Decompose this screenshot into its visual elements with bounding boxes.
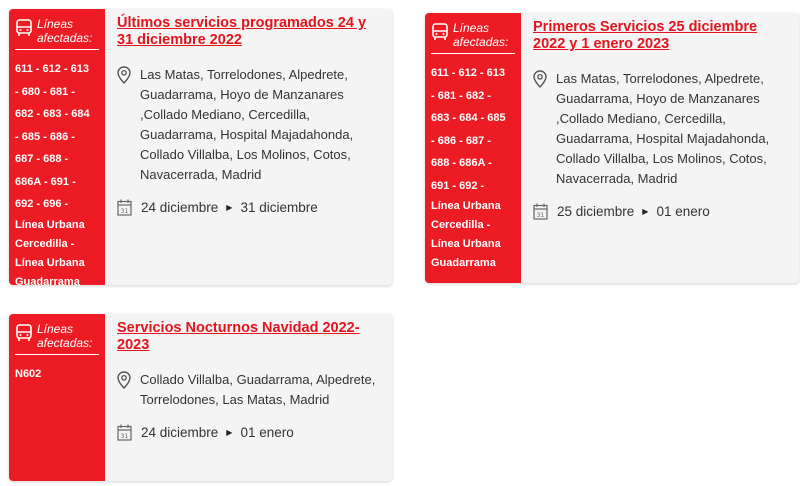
places-text: Las Matas, Torrelodones, Alpedrete, Guadarrama, Hoyo de Manzanares ,Collado Mediano, Cercedilla, Guadarrama, Hospital Majadahonda, Collado Villalba, Los Molinos, Cotos, Navacerrada, Madrid — [556, 71, 770, 186]
line-entry: 611 - 612 - 613 — [431, 67, 506, 79]
line-entry: 683 - 684 - 685 — [431, 112, 506, 124]
places-text: Collado Villalba, Guadarrama, Alpedrete, Torrelodones, Las Matas, Madrid — [140, 372, 376, 407]
line-entry: Línea Urbana — [15, 256, 85, 269]
line-entry: Línea Urbana — [15, 218, 85, 231]
line-entry: Línea Urbana — [431, 200, 501, 212]
affected-lines-header — [15, 322, 99, 355]
service-content — [117, 9, 382, 216]
service-card-3 — [9, 314, 392, 481]
date-end: 01 enero — [240, 425, 294, 440]
date-end: 01 enero — [656, 204, 710, 219]
line-entry: - 685 - 686 - — [15, 130, 75, 143]
line-entry: N602 — [15, 368, 42, 380]
date-start: 24 diciembre — [141, 200, 219, 215]
calendar-day: 31 — [536, 211, 545, 219]
service-title-link[interactable]: Servicios Nocturnos Navidad 2022-2023 — [117, 320, 360, 353]
date-end: 31 diciembre — [240, 200, 318, 215]
line-entry: 686A - 691 - — [15, 175, 76, 188]
affected-lines-list — [15, 363, 105, 386]
affected-lines-panel — [425, 13, 521, 283]
line-entry: Cercedilla - — [15, 237, 75, 250]
line-entry: Cercedilla - — [431, 219, 491, 231]
service-content — [117, 314, 382, 441]
location-pin-icon — [533, 70, 547, 88]
calendar-icon — [533, 203, 548, 220]
date-start: 24 diciembre — [141, 425, 219, 440]
line-entry: Guadarrama — [15, 275, 80, 285]
calendar-icon — [117, 424, 132, 441]
service-title-link[interactable]: Primeros Servicios 25 diciembre 2022 y 1 enero 2023 — [533, 19, 758, 52]
service-places — [533, 69, 789, 189]
line-entry: Línea Urbana — [431, 238, 501, 250]
calendar-icon — [117, 199, 132, 216]
service-dates — [117, 424, 382, 441]
location-pin-icon — [117, 66, 131, 84]
places-text: Las Matas, Torrelodones, Alpedrete, Guadarrama, Hoyo de Manzanares ,Collado Mediano, Cercedilla, Guadarrama, Hospital Majadahonda, Collado Villalba, Los Molinos, Cotos, Navacerrada, Madrid — [140, 67, 354, 182]
bus-icon — [431, 23, 449, 41]
service-dates — [533, 203, 789, 220]
arrow-right-icon: ▶ — [226, 428, 233, 437]
line-entry: 611 - 612 - 613 — [15, 63, 90, 75]
service-title-link[interactable]: Últimos servicios programados 24 y 31 diciembre 2022 — [117, 15, 367, 48]
service-card-2 — [425, 13, 799, 283]
affected-lines-title: Líneas afectadas: — [37, 17, 93, 45]
affected-lines-list — [431, 62, 521, 273]
location-pin-icon — [117, 371, 131, 389]
service-places — [117, 370, 382, 410]
affected-lines-title: Líneas afectadas: — [453, 21, 509, 49]
affected-lines-list — [15, 58, 105, 285]
line-entry: 688 - 686A - — [431, 157, 492, 169]
service-content — [533, 13, 789, 220]
affected-lines-panel — [9, 9, 105, 285]
line-entry: 691 - 692 - — [431, 179, 485, 192]
line-entry: 687 - 688 - — [15, 153, 69, 165]
affected-lines-header — [431, 21, 515, 54]
service-dates — [117, 199, 382, 216]
calendar-day: 31 — [120, 432, 129, 440]
bus-icon — [15, 324, 33, 342]
line-entry: Guadarrama — [431, 257, 496, 269]
bus-icon — [15, 19, 33, 37]
line-entry: 692 - 696 - — [15, 198, 69, 210]
affected-lines-panel — [9, 314, 105, 481]
line-entry: - 680 - 681 - — [15, 85, 75, 98]
calendar-day: 31 — [120, 207, 129, 215]
service-places — [117, 65, 382, 185]
date-start: 25 diciembre — [557, 204, 635, 219]
line-entry: - 681 - 682 - — [431, 89, 491, 102]
line-entry: - 686 - 687 - — [431, 134, 491, 147]
affected-lines-title: Líneas afectadas: — [37, 322, 93, 350]
arrow-right-icon: ▶ — [226, 203, 233, 212]
service-card-1 — [9, 9, 392, 285]
line-entry: 682 - 683 - 684 — [15, 108, 90, 120]
affected-lines-header — [15, 17, 99, 50]
arrow-right-icon: ▶ — [642, 207, 649, 216]
